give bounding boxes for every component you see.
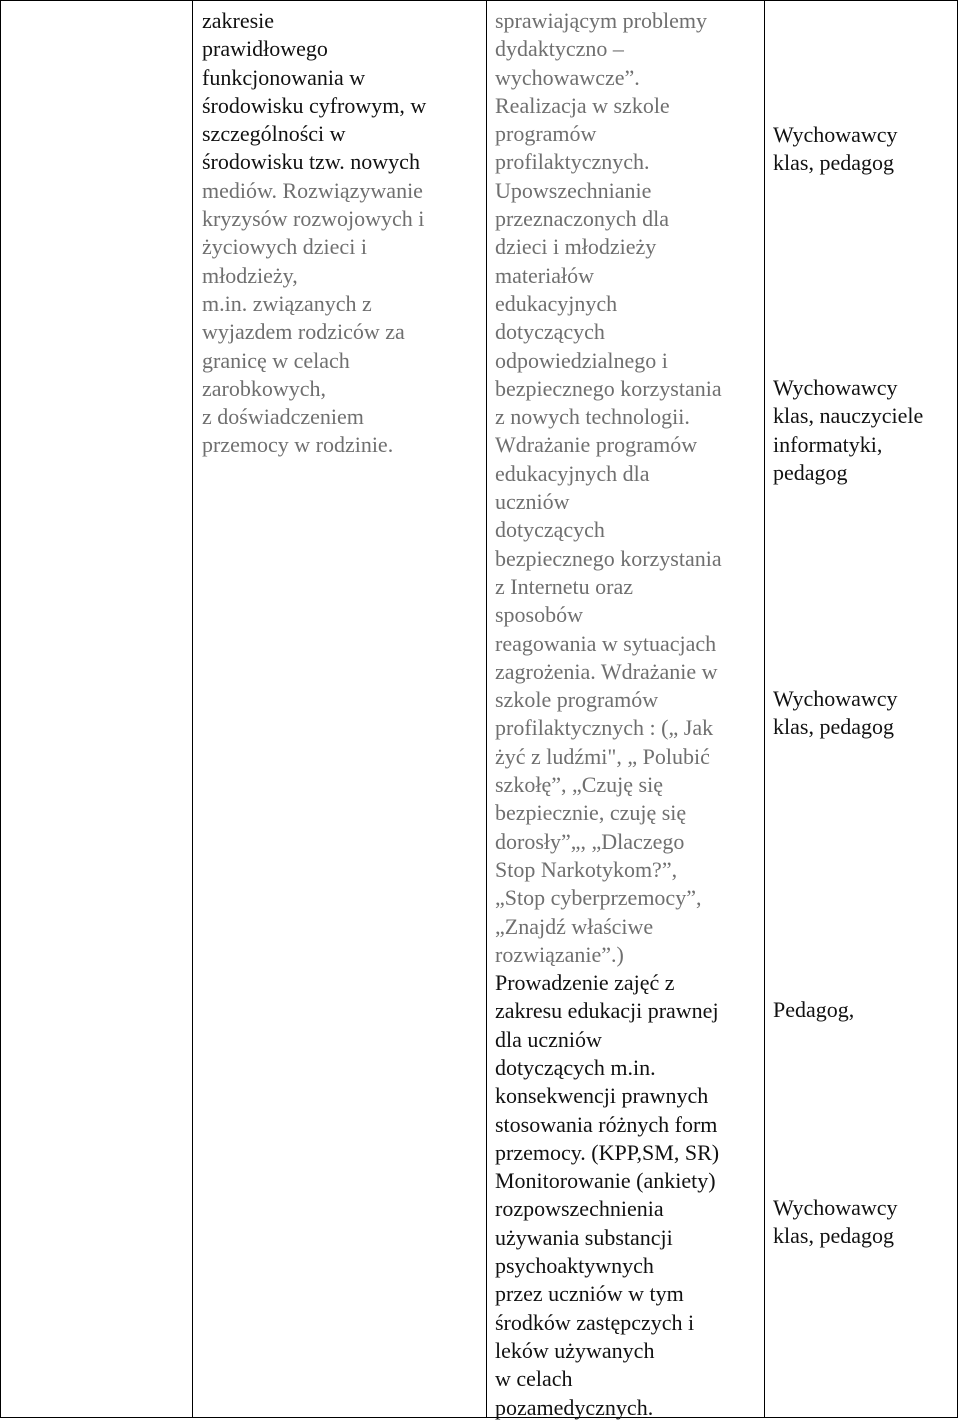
text-line: dzieci i młodzieży (495, 234, 657, 260)
text-line: w celach (495, 1366, 573, 1392)
text-line: m.in. związanych z (202, 290, 372, 316)
text-line: uczniów (495, 489, 570, 515)
text-line: prawidłowego (202, 36, 328, 62)
text-line: zarobkowych, (202, 375, 327, 401)
text-line: granicę w celach (202, 347, 350, 373)
text-line: „Znajdź właściwe (495, 913, 654, 939)
text-line: Upowszechnianie (495, 177, 652, 203)
responsible-entry (773, 685, 959, 742)
text-line: zakresu edukacji prawnej (495, 998, 719, 1024)
text-line: Wychowawcy (773, 375, 898, 400)
text-line: programów (495, 121, 597, 147)
text-line: mediów. Rozwiązywanie (202, 177, 423, 203)
responsible-entry (773, 374, 959, 487)
text-line: wyjazdem rodziców za (202, 319, 405, 345)
text-line: szkole programów (495, 687, 659, 713)
text-line: dotyczących (495, 319, 605, 345)
text-line: dotyczących m.in. (495, 1054, 656, 1080)
responsible-cell (773, 1, 959, 1419)
text-line: dydaktyczno – (495, 36, 624, 62)
column-divider (764, 1, 765, 1417)
task-cell (202, 7, 487, 460)
text-line: konsekwencji prawnych (495, 1083, 709, 1109)
text-line: żyć z ludźmi", „ Polubić (495, 743, 710, 769)
text-line: klas, pedagog (773, 150, 894, 176)
text-line: dotyczących (495, 517, 605, 543)
text-line: środowisku cyfrowym, w (202, 92, 427, 118)
text-line: szczególności w (202, 121, 346, 147)
text-line: wychowawcze”. (495, 64, 640, 90)
text-line: klas, pedagog (773, 714, 894, 740)
text-line: Wychowawcy (773, 1195, 898, 1220)
text-line: dla uczniów (495, 1026, 602, 1052)
text-line: środowisku tzw. nowych (202, 149, 420, 175)
text-line: zakresie (202, 8, 275, 33)
text-line: Stop Narkotykom?”, (495, 856, 678, 882)
text-line: Realizacja w szkole (495, 92, 670, 118)
text-line: stosowania różnych form (495, 1111, 718, 1137)
text-line: przeznaczonych dla (495, 206, 670, 232)
text-line: klas, nauczyciele (773, 403, 924, 429)
responsible-entry (773, 121, 959, 178)
text-line: sposobów (495, 602, 584, 628)
text-line: dorosły”„, „Dlaczego (495, 828, 685, 854)
text-line: kryzysów rozwojowych i (202, 206, 425, 232)
text-line: używania substancji (495, 1224, 673, 1250)
text-line: przemocy w rodzinie. (202, 432, 394, 458)
text-line: życiowych dzieci i (202, 234, 367, 260)
text-line: Monitorowanie (ankiety) (495, 1168, 716, 1194)
actions-cell (495, 7, 761, 1422)
text-line: z doświadczeniem (202, 404, 364, 430)
text-line: reagowania w sytuacjach (495, 630, 717, 656)
text-line: bezpiecznego korzystania (495, 545, 722, 571)
column-divider (192, 1, 193, 1417)
text-line: Wychowawcy (773, 686, 898, 711)
text-line: bezpiecznie, czuję się (495, 800, 687, 826)
text-line: funkcjonowania w (202, 64, 366, 90)
text-line: pedagog (773, 459, 848, 485)
text-line: odpowiedzialnego i (495, 347, 668, 373)
text-line: „Stop cyberprzemocy”, (495, 885, 702, 911)
text-line: rozwiązanie”.) (495, 941, 624, 967)
text-line: sprawiającym problemy (495, 8, 707, 33)
text-line: rozpowszechnienia (495, 1196, 664, 1222)
text-line: leków używanych (495, 1337, 655, 1363)
text-line: edukacyjnych (495, 290, 618, 316)
text-line: młodzieży, (202, 262, 298, 288)
text-line: edukacyjnych dla (495, 460, 650, 486)
text-line: profilaktycznych. (495, 149, 650, 175)
text-line: informatyki, (773, 431, 883, 457)
text-line: Prowadzenie zajęć z (495, 970, 675, 996)
text-line: Pedagog, (773, 997, 855, 1022)
text-line: Wychowawcy (773, 122, 898, 147)
text-line: psychoaktywnych (495, 1253, 654, 1279)
text-line: pozamedycznych. (495, 1394, 654, 1420)
text-line: klas, pedagog (773, 1223, 894, 1249)
text-line: przemocy. (KPP,SM, SR) (495, 1139, 720, 1165)
text-line: przez uczniów w tym (495, 1281, 684, 1307)
responsible-entry (773, 996, 959, 1024)
text-line: z Internetu oraz (495, 573, 634, 599)
text-line: z nowych technologii. (495, 404, 690, 430)
text-line: zagrożenia. Wdrażanie w (495, 658, 718, 684)
responsible-entry (773, 1194, 959, 1251)
text-line: środków zastępczych i (495, 1309, 695, 1335)
text-line: profilaktycznych : („ Jak (495, 715, 714, 741)
text-line: bezpiecznego korzystania (495, 375, 722, 401)
text-line: Wdrażanie programów (495, 432, 698, 458)
text-line: szkołę”, „Czuję się (495, 772, 663, 798)
text-line: materiałów (495, 262, 594, 288)
